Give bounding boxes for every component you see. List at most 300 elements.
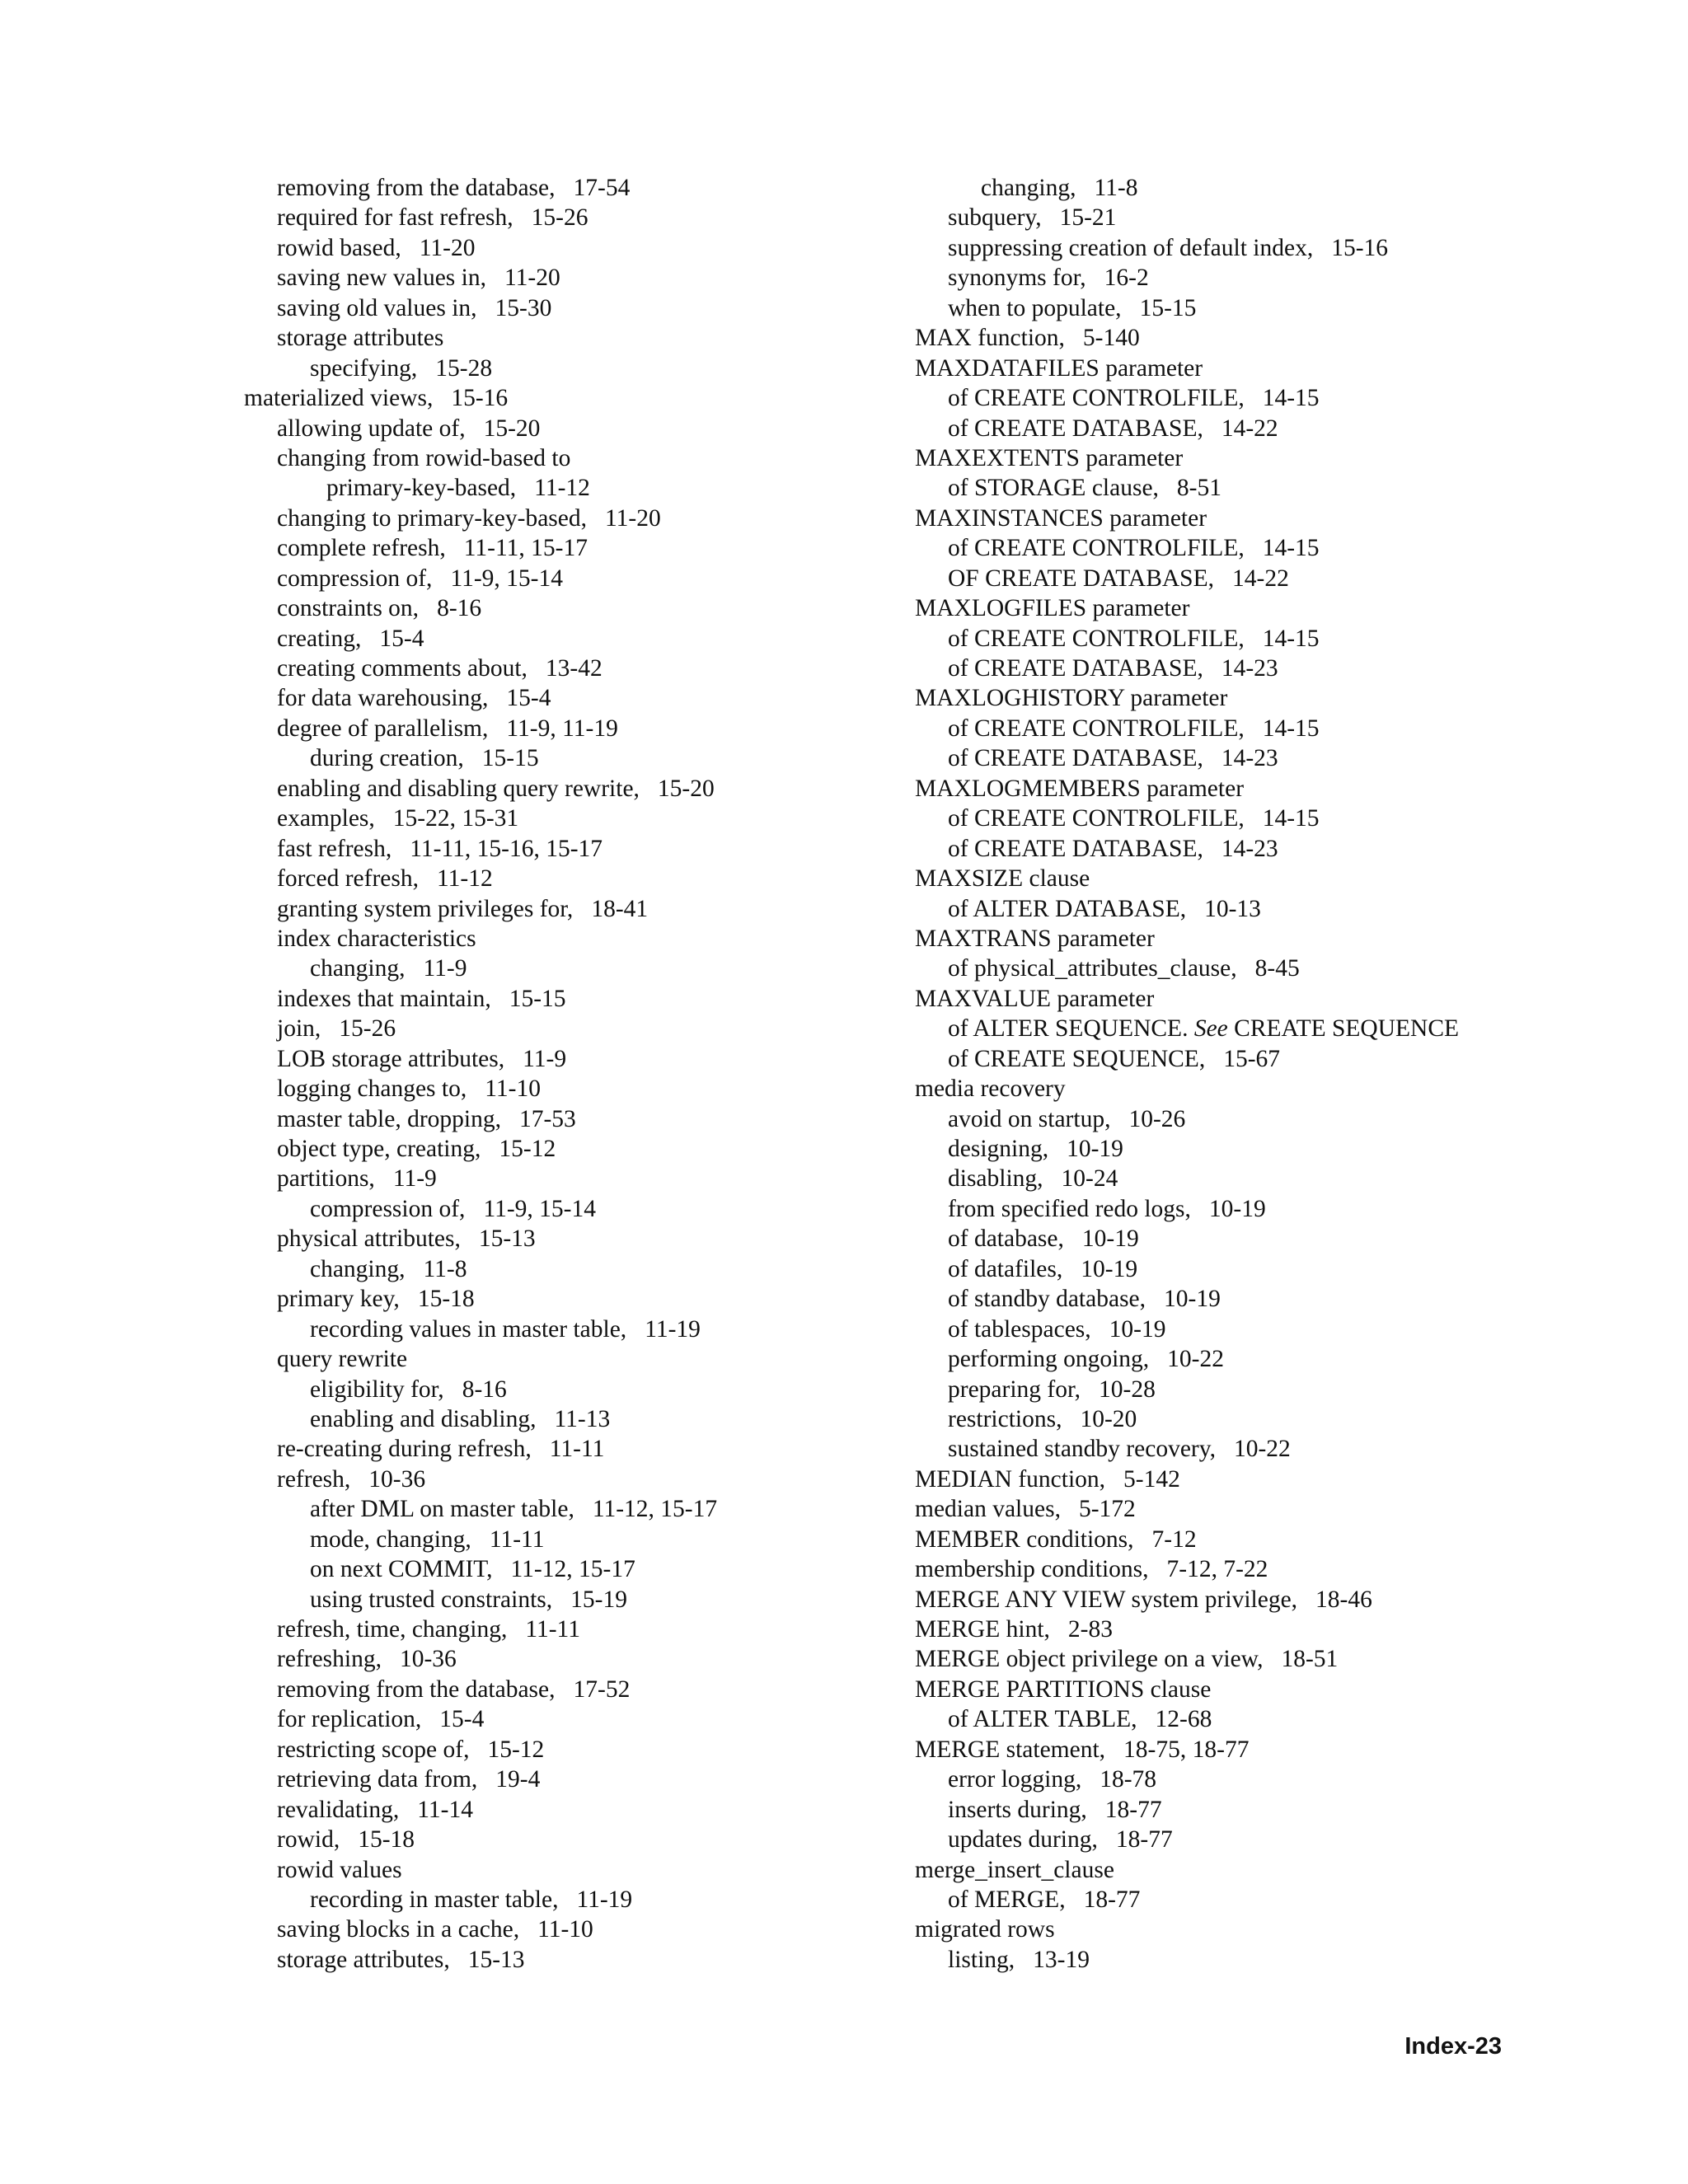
index-term: physical attributes, xyxy=(277,1226,461,1253)
page-references: 19-4 xyxy=(495,1766,541,1793)
index-term: changing from rowid-based to xyxy=(277,444,571,471)
index-entry xyxy=(244,1945,903,1975)
page-references: 11-12, 15-17 xyxy=(510,1556,635,1583)
index-entry xyxy=(244,1315,903,1344)
index-term: from specified redo logs, xyxy=(948,1195,1191,1222)
page-references: 17-52 xyxy=(573,1675,631,1703)
page-references: 2-83 xyxy=(1067,1616,1113,1643)
page-references: 15-30 xyxy=(495,294,552,321)
index-term: designing, xyxy=(948,1136,1049,1162)
index-term: restricting scope of, xyxy=(277,1736,470,1763)
index-entry xyxy=(244,1104,903,1134)
index-entry xyxy=(244,1404,903,1434)
index-entry xyxy=(915,1795,1657,1825)
index-term: enabling and disabling query rewrite, xyxy=(277,775,640,802)
index-entry xyxy=(915,1344,1657,1374)
index-entry xyxy=(244,1494,903,1524)
index-term: for replication, xyxy=(277,1706,422,1733)
page-references: 11-13 xyxy=(554,1405,611,1432)
page-references: 17-54 xyxy=(573,175,631,201)
index-term: of MERGE, xyxy=(948,1886,1066,1913)
index-entry xyxy=(915,1735,1657,1765)
index-term: recording in master table, xyxy=(310,1886,559,1913)
page-references: 18-77 xyxy=(1104,1796,1162,1823)
index-entry xyxy=(244,443,903,473)
index-entry xyxy=(244,894,903,924)
index-term: media recovery xyxy=(915,1076,1066,1103)
index-term: merge_insert_clause xyxy=(915,1856,1114,1883)
index-term: changing, xyxy=(310,1255,406,1282)
index-term: for data warehousing, xyxy=(277,685,489,712)
index-entry xyxy=(915,1074,1657,1104)
index-entry xyxy=(915,774,1657,804)
index-entry xyxy=(244,414,903,443)
index-term: of CREATE CONTROLFILE, xyxy=(948,805,1245,832)
index-entry xyxy=(244,924,903,954)
index-term: query rewrite xyxy=(277,1346,408,1373)
index-term: disabling, xyxy=(948,1165,1043,1193)
index-entry xyxy=(915,1585,1657,1615)
page-references: 10-26 xyxy=(1128,1105,1186,1132)
index-entry xyxy=(244,743,903,773)
index-term: of standby database, xyxy=(948,1286,1146,1313)
index-term: MAXDATAFILES parameter xyxy=(915,354,1203,382)
index-entry xyxy=(244,1825,903,1854)
index-entry xyxy=(915,1044,1657,1074)
index-entry xyxy=(244,1795,903,1825)
index-term: logging changes to, xyxy=(277,1076,467,1103)
index-term: of CREATE DATABASE, xyxy=(948,835,1203,862)
page-references: 15-4 xyxy=(506,685,551,712)
index-term: restrictions, xyxy=(948,1405,1062,1432)
index-term: preparing for, xyxy=(948,1376,1081,1403)
index-entry xyxy=(915,864,1657,893)
index-entry xyxy=(915,1404,1657,1434)
page-references: 11-9, 15-14 xyxy=(483,1195,596,1222)
index-term: MAXSIZE clause xyxy=(915,865,1090,893)
index-entry xyxy=(915,1765,1657,1794)
index-entry xyxy=(244,864,903,893)
index-entry xyxy=(244,1254,903,1284)
index-entry xyxy=(915,504,1657,533)
index-term: join, xyxy=(277,1015,321,1043)
index-entry xyxy=(915,743,1657,773)
index-term: migrated rows xyxy=(915,1916,1055,1943)
index-term: of datafiles, xyxy=(948,1255,1063,1282)
index-term: of CREATE DATABASE, xyxy=(948,655,1203,682)
page-references: 5-172 xyxy=(1078,1496,1136,1523)
index-entry xyxy=(244,1194,903,1224)
page-references: 11-9 xyxy=(523,1045,567,1072)
index-term: synonyms for, xyxy=(948,265,1086,292)
index-entry xyxy=(244,804,903,833)
index-entry xyxy=(244,1675,903,1704)
page-references: 11-11 xyxy=(525,1616,580,1643)
index-entry xyxy=(915,924,1657,954)
page-references: 15-22, 15-31 xyxy=(392,805,519,832)
index-entry xyxy=(244,1765,903,1794)
index-term: recording values in master table, xyxy=(310,1315,627,1343)
index-term: master table, dropping, xyxy=(277,1105,501,1132)
index-term: MERGE PARTITIONS clause xyxy=(915,1675,1212,1703)
page-references: 7-12, 7-22 xyxy=(1166,1556,1268,1583)
index-entry xyxy=(244,714,903,743)
page-references: 10-20 xyxy=(1080,1405,1137,1432)
index-term: refresh, time, changing, xyxy=(277,1616,508,1643)
index-entry xyxy=(244,1644,903,1674)
page-references: 5-142 xyxy=(1123,1465,1180,1493)
page-references: 10-19 xyxy=(1164,1286,1221,1313)
index-term: indexes that maintain, xyxy=(277,985,491,1012)
page-references: 11-11, 15-17 xyxy=(463,535,588,562)
page-references: 14-15 xyxy=(1262,625,1320,652)
index-term: fast refresh, xyxy=(277,835,392,862)
index-entry xyxy=(244,1704,903,1734)
index-term: of CREATE DATABASE, xyxy=(948,745,1203,772)
index-entry xyxy=(915,1615,1657,1644)
index-term: mode, changing, xyxy=(310,1526,471,1553)
index-entry xyxy=(915,414,1657,443)
index-entry xyxy=(244,1915,903,1944)
page-references: 10-22 xyxy=(1233,1436,1291,1463)
index-term: rowid values xyxy=(277,1856,402,1883)
index-term: inserts during, xyxy=(948,1796,1087,1823)
index-entry xyxy=(244,1434,903,1464)
index-entry xyxy=(915,1375,1657,1404)
see-reference-label: See xyxy=(1193,1015,1228,1043)
index-entry xyxy=(915,1945,1657,1975)
page-references: 15-4 xyxy=(379,625,424,652)
page-references: 15-12 xyxy=(487,1736,545,1763)
index-entry xyxy=(915,233,1657,263)
index-entry xyxy=(244,173,903,203)
page-references: 14-23 xyxy=(1221,655,1278,682)
index-entry xyxy=(915,263,1657,293)
page-references: 8-16 xyxy=(462,1376,507,1403)
index-term: LOB storage attributes, xyxy=(277,1045,505,1072)
page-references: 18-77 xyxy=(1115,1826,1173,1854)
index-entry xyxy=(915,1915,1657,1944)
index-entry xyxy=(244,1525,903,1554)
index-entry xyxy=(915,1465,1657,1494)
page-references: 10-36 xyxy=(399,1646,457,1673)
index-entry xyxy=(244,984,903,1014)
index-term: storage attributes xyxy=(277,325,444,352)
index-term: removing from the database, xyxy=(277,1675,556,1703)
index-entry xyxy=(244,383,903,413)
index-entry xyxy=(915,894,1657,924)
index-term: primary key, xyxy=(277,1286,400,1313)
index-term: object type, creating, xyxy=(277,1136,481,1162)
index-term: updates during, xyxy=(948,1826,1098,1854)
index-entry xyxy=(244,203,903,232)
index-entry xyxy=(244,1044,903,1074)
index-term: MAXVALUE parameter xyxy=(915,985,1155,1012)
index-term: of ALTER TABLE, xyxy=(948,1706,1137,1733)
index-entry xyxy=(915,354,1657,383)
index-term: MEDIAN function, xyxy=(915,1465,1106,1493)
index-term: rowid based, xyxy=(277,234,401,261)
index-term: rowid, xyxy=(277,1826,340,1854)
index-term: re-creating during refresh, xyxy=(277,1436,532,1463)
page-references: 8-51 xyxy=(1176,475,1221,502)
index-term: materialized views, xyxy=(244,385,434,412)
index-entry xyxy=(244,1554,903,1584)
index-term: granting system privileges for, xyxy=(277,895,574,922)
index-term: on next COMMIT, xyxy=(310,1556,493,1583)
index-entry xyxy=(915,654,1657,683)
index-entry xyxy=(915,984,1657,1014)
index-term: of CREATE CONTROLFILE, xyxy=(948,715,1245,742)
page-references: 11-14 xyxy=(417,1796,473,1823)
page-references: 14-22 xyxy=(1232,565,1289,592)
page-references: 13-19 xyxy=(1033,1946,1090,1973)
index-term: during creation, xyxy=(310,745,464,772)
index-entry xyxy=(915,533,1657,563)
page-references: 8-16 xyxy=(437,595,482,622)
index-term: error logging, xyxy=(948,1766,1082,1793)
index-entry xyxy=(915,1315,1657,1344)
index-entry xyxy=(244,654,903,683)
index-entry xyxy=(915,683,1657,713)
index-term: OF CREATE DATABASE, xyxy=(948,565,1214,592)
index-term: primary-key-based, xyxy=(326,475,517,502)
index-entry xyxy=(244,564,903,593)
index-entry xyxy=(244,504,903,533)
index-term: storage attributes, xyxy=(277,1946,450,1973)
index-term: MAXEXTENTS parameter xyxy=(915,444,1184,471)
page-references: 10-19 xyxy=(1208,1195,1266,1222)
index-term: of database, xyxy=(948,1226,1064,1253)
index-column-left xyxy=(244,173,903,1975)
index-term: saving new values in, xyxy=(277,265,486,292)
index-term: specifying, xyxy=(310,354,418,382)
index-term: MAX function, xyxy=(915,325,1065,352)
index-entry xyxy=(915,1284,1657,1314)
index-entry xyxy=(244,1855,903,1885)
page-references: 14-15 xyxy=(1262,805,1320,832)
index-term: membership conditions, xyxy=(915,1556,1149,1583)
index-entry xyxy=(915,1675,1657,1704)
index-entry xyxy=(244,473,903,503)
index-entry xyxy=(244,1375,903,1404)
index-entry xyxy=(244,954,903,983)
page-references: 14-15 xyxy=(1262,535,1320,562)
index-term: refresh, xyxy=(277,1465,351,1493)
index-entry xyxy=(915,473,1657,503)
index-term: MERGE statement, xyxy=(915,1736,1106,1763)
index-term: sustained standby recovery, xyxy=(948,1436,1216,1463)
page-references: 14-22 xyxy=(1221,415,1278,442)
index-entry xyxy=(915,1164,1657,1193)
index-entry xyxy=(915,173,1657,203)
index-entry xyxy=(244,624,903,654)
page-references: 11-9 xyxy=(423,955,467,982)
page-references: 11-10 xyxy=(485,1076,541,1103)
index-term: using trusted constraints, xyxy=(310,1586,553,1613)
index-entry xyxy=(244,354,903,383)
page-references: 10-13 xyxy=(1204,895,1261,922)
index-term: median values, xyxy=(915,1496,1061,1523)
page-references: 7-12 xyxy=(1151,1526,1197,1553)
index-entry xyxy=(915,1134,1657,1164)
page-references: 12-68 xyxy=(1155,1706,1212,1733)
index-entry xyxy=(244,533,903,563)
index-term: of tablespaces, xyxy=(948,1315,1091,1343)
index-entry xyxy=(915,203,1657,232)
index-entry xyxy=(915,834,1657,864)
page-references: 15-4 xyxy=(439,1706,485,1733)
index-entry xyxy=(244,593,903,623)
page-references: 14-23 xyxy=(1221,835,1278,862)
page-references: 15-21 xyxy=(1059,204,1117,232)
index-entry xyxy=(915,1704,1657,1734)
index-entry xyxy=(915,1254,1657,1284)
page-references: 18-75, 18-77 xyxy=(1123,1736,1250,1763)
index-entry xyxy=(915,1224,1657,1254)
index-term: subquery, xyxy=(948,204,1042,232)
index-entry xyxy=(244,293,903,323)
index-entry xyxy=(915,1104,1657,1134)
index-term: allowing update of, xyxy=(277,415,466,442)
index-term: refreshing, xyxy=(277,1646,382,1673)
index-term: MEMBER conditions, xyxy=(915,1526,1134,1553)
index-term: performing ongoing, xyxy=(948,1346,1150,1373)
index-entry xyxy=(915,804,1657,833)
page-references: 8-45 xyxy=(1254,955,1300,982)
page-references: 11-20 xyxy=(419,234,476,261)
page-references: 14-23 xyxy=(1221,745,1278,772)
page-references: 10-24 xyxy=(1061,1165,1118,1193)
index-term: of STORAGE clause, xyxy=(948,475,1159,502)
index-entry xyxy=(915,323,1657,353)
page-references: 10-19 xyxy=(1081,1226,1139,1253)
index-entry xyxy=(915,383,1657,413)
index-term: after DML on master table, xyxy=(310,1496,574,1523)
index-term: retrieving data from, xyxy=(277,1766,478,1793)
index-entry xyxy=(915,1855,1657,1885)
page-references: 11-11, 15-16, 15-17 xyxy=(410,835,603,862)
page-references: 10-22 xyxy=(1167,1346,1224,1373)
index-term: examples, xyxy=(277,805,375,832)
index-term: MERGE object privilege on a view, xyxy=(915,1646,1264,1673)
index-term: MERGE hint, xyxy=(915,1616,1050,1643)
page-number: Index-23 xyxy=(1404,2033,1502,2060)
index-entry xyxy=(915,564,1657,593)
page-references: 17-53 xyxy=(518,1105,576,1132)
index-entry xyxy=(244,233,903,263)
page-references: 15-20 xyxy=(657,775,715,802)
index-entry xyxy=(244,1164,903,1193)
index-entry xyxy=(915,1825,1657,1854)
page-references: 15-18 xyxy=(358,1826,415,1854)
index-entry xyxy=(915,1525,1657,1554)
index-term: revalidating, xyxy=(277,1796,400,1823)
page-references: 18-77 xyxy=(1083,1886,1141,1913)
index-term: compression of, xyxy=(310,1195,466,1222)
index-term: removing from the database, xyxy=(277,175,556,201)
page-references: 15-13 xyxy=(467,1946,525,1973)
page-references: 11-19 xyxy=(576,1886,633,1913)
index-entry xyxy=(915,443,1657,473)
index-term: forced refresh, xyxy=(277,865,419,893)
index-column-right xyxy=(915,173,1657,1975)
index-entry xyxy=(915,1494,1657,1524)
page-references: 10-28 xyxy=(1099,1376,1156,1403)
page-references: 15-16 xyxy=(1331,234,1389,261)
index-term: complete refresh, xyxy=(277,535,446,562)
page-references: 10-19 xyxy=(1081,1255,1138,1282)
page-references: 15-26 xyxy=(339,1015,396,1043)
index-entry xyxy=(915,1014,1657,1043)
index-entry xyxy=(244,1885,903,1915)
index-entry xyxy=(244,1585,903,1615)
index-term: required for fast refresh, xyxy=(277,204,513,232)
index-entry xyxy=(915,624,1657,654)
page-references: 15-20 xyxy=(483,415,541,442)
index-entry xyxy=(915,1554,1657,1584)
page-references: 15-12 xyxy=(499,1136,556,1162)
index-term: of physical_attributes_clause, xyxy=(948,955,1237,982)
page-references: 10-19 xyxy=(1109,1315,1166,1343)
page-references: 11-20 xyxy=(504,265,560,292)
page-references: 15-13 xyxy=(478,1226,536,1253)
page-references: 13-42 xyxy=(545,655,603,682)
index-term: of CREATE CONTROLFILE, xyxy=(948,625,1245,652)
page-references: 18-41 xyxy=(591,895,649,922)
page-references: 16-2 xyxy=(1104,265,1149,292)
index-entry xyxy=(244,323,903,353)
page-references: 14-15 xyxy=(1262,715,1320,742)
index-term: changing, xyxy=(310,955,406,982)
index-entry xyxy=(244,1074,903,1104)
index-entry xyxy=(244,774,903,804)
index-entry xyxy=(244,683,903,713)
index-term: MAXLOGMEMBERS parameter xyxy=(915,775,1245,802)
index-term: MAXTRANS parameter xyxy=(915,925,1155,952)
page-references: 11-10 xyxy=(537,1916,593,1943)
page-references: 11-9, 11-19 xyxy=(506,715,618,742)
index-term: of CREATE SEQUENCE, xyxy=(948,1045,1206,1072)
page-references: 14-15 xyxy=(1262,385,1320,412)
page-references: 11-11 xyxy=(549,1436,605,1463)
index-term: creating, xyxy=(277,625,362,652)
index-entry xyxy=(244,1224,903,1254)
page-references: 11-12, 15-17 xyxy=(592,1496,718,1523)
index-entry xyxy=(244,263,903,293)
index-term: changing, xyxy=(981,175,1076,201)
index-entry xyxy=(244,1735,903,1765)
page-references: 15-15 xyxy=(1139,294,1197,321)
index-entry xyxy=(244,834,903,864)
index-term: creating comments about, xyxy=(277,655,528,682)
index-entry xyxy=(244,1615,903,1644)
page-references: 18-46 xyxy=(1315,1586,1372,1613)
index-entry xyxy=(915,714,1657,743)
page-references: 15-15 xyxy=(481,745,539,772)
index-term: changing to primary-key-based, xyxy=(277,504,587,532)
index-entry xyxy=(244,1465,903,1494)
page-references: 11-12 xyxy=(534,475,590,502)
page-references: 15-18 xyxy=(417,1286,475,1313)
page-references: 15-28 xyxy=(435,354,493,382)
index-term: partitions, xyxy=(277,1165,375,1193)
page-references: 15-19 xyxy=(570,1586,627,1613)
page-references: 10-19 xyxy=(1067,1136,1123,1162)
index-term: suppressing creation of default index, xyxy=(948,234,1314,261)
index-term: index characteristics xyxy=(277,925,476,952)
page-references: 5-140 xyxy=(1082,325,1140,352)
